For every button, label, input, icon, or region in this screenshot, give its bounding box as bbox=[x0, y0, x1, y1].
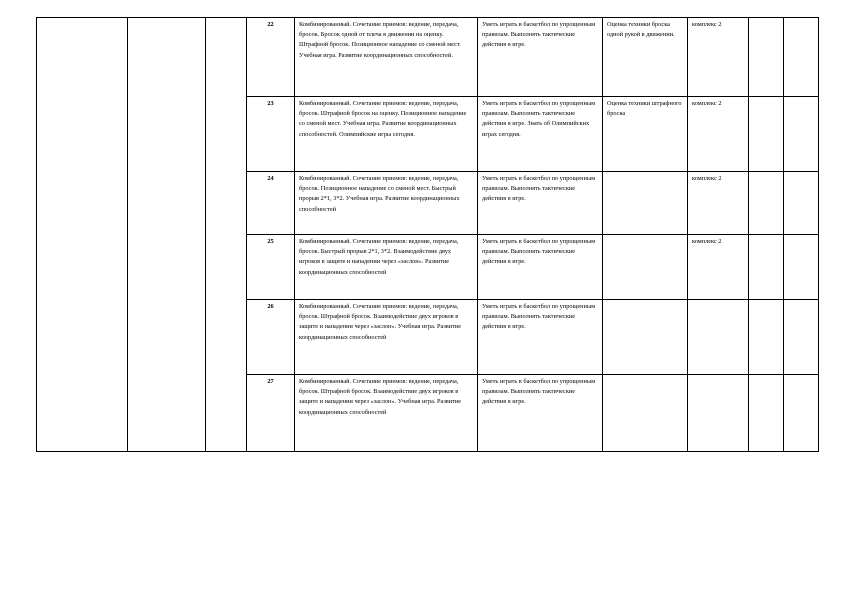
section-cell bbox=[37, 18, 128, 452]
fact-date-cell bbox=[784, 18, 819, 97]
lesson-content: Комбинированный. Сочетание приемов: ведение, передача, бросок. Штрафной бросок на оценку. Позиционное нападение со сменой мест. Учебная игра. Развитие координационных способностей. Олимпийские игры сегодня. bbox=[295, 97, 478, 172]
plan-date-cell bbox=[749, 18, 784, 97]
plan-date-cell bbox=[749, 235, 784, 300]
lesson-content: Комбинированный. Сочетание приемов: ведение, передача, бросок. Быстрый прорыв 2*1, 3*2. Взаимодействие двух игроков в защите и нападении через «заслон». Развитие координационных способностей bbox=[295, 235, 478, 300]
lesson-number: 27 bbox=[247, 375, 295, 452]
lesson-content: Комбинированный. Сочетание приемов: ведение, передача, бросок. Бросок одной от плеча в движении на оценку. Штрафной бросок. Позиционное нападение со сменой мест. Учебная игра. Развитие координационных способностей. bbox=[295, 18, 478, 97]
fact-date-cell bbox=[784, 300, 819, 375]
lesson-number: 24 bbox=[247, 172, 295, 235]
plan-date-cell bbox=[749, 172, 784, 235]
lesson-number: 26 bbox=[247, 300, 295, 375]
fact-date-cell bbox=[784, 235, 819, 300]
lesson-control bbox=[603, 375, 688, 452]
lesson-homework: комплекс 2 bbox=[688, 235, 749, 300]
lesson-requirements: Уметь играть в баскетбол по упрощенным правилам. Выполнять тактические действия в игре. bbox=[478, 235, 603, 300]
topic-cell bbox=[128, 18, 206, 452]
plan-date-cell bbox=[749, 375, 784, 452]
lesson-control bbox=[603, 172, 688, 235]
plan-date-cell bbox=[749, 97, 784, 172]
lesson-number: 25 bbox=[247, 235, 295, 300]
lesson-homework bbox=[688, 300, 749, 375]
lesson-requirements: Уметь играть в баскетбол по упрощенным правилам. Выполнять тактические действия в игре. bbox=[478, 18, 603, 97]
table-row bbox=[37, 18, 819, 97]
plan-date-cell bbox=[749, 300, 784, 375]
fact-date-cell bbox=[784, 172, 819, 235]
fact-date-cell bbox=[784, 375, 819, 452]
lesson-control: Оценка техники броска одной рукой в движении. bbox=[603, 18, 688, 97]
lesson-homework: комплекс 2 bbox=[688, 18, 749, 97]
lesson-content: Комбинированный. Сочетание приемов: ведение, передача, бросок. Позиционное нападение со сменой мест. Быстрый прорыв 2*1, 3*2. Учебная игра. Развитие координационных способностей bbox=[295, 172, 478, 235]
lesson-requirements: Уметь играть в баскетбол по упрощенным правилам. Выполнять тактические действия в игре. bbox=[478, 300, 603, 375]
lesson-plan-table bbox=[36, 17, 819, 452]
lesson-homework: комплекс 2 bbox=[688, 172, 749, 235]
lesson-content: Комбинированный. Сочетание приемов: ведение, передача, бросок. Штрафной бросок. Взаимодействие двух игроков в защите и нападении через «заслон». Учебная игра. Развитие координационных способностей bbox=[295, 375, 478, 452]
lesson-content: Комбинированный. Сочетание приемов: ведение, передача, бросок. Штрафной бросок. Взаимодействие двух игроков в защите и нападении через «заслон». Учебная игра. Развитие координационных способностей bbox=[295, 300, 478, 375]
lesson-requirements: Уметь играть в баскетбол по упрощенным правилам. Выполнять тактические действия в игре. Знать об Олимпийских играх сегодня. bbox=[478, 97, 603, 172]
lesson-control bbox=[603, 235, 688, 300]
lesson-number: 22 bbox=[247, 18, 295, 97]
lesson-control bbox=[603, 300, 688, 375]
lesson-control: Оценка техники штрафного броска bbox=[603, 97, 688, 172]
hours-cell bbox=[206, 18, 247, 452]
lesson-homework bbox=[688, 375, 749, 452]
lesson-number: 23 bbox=[247, 97, 295, 172]
fact-date-cell bbox=[784, 97, 819, 172]
lesson-requirements: Уметь играть в баскетбол по упрощенным правилам. Выполнять тактические действия в игре. bbox=[478, 375, 603, 452]
lesson-homework: комплекс 2 bbox=[688, 97, 749, 172]
lesson-requirements: Уметь играть в баскетбол по упрощенным правилам. Выполнять тактические действия в игре. bbox=[478, 172, 603, 235]
